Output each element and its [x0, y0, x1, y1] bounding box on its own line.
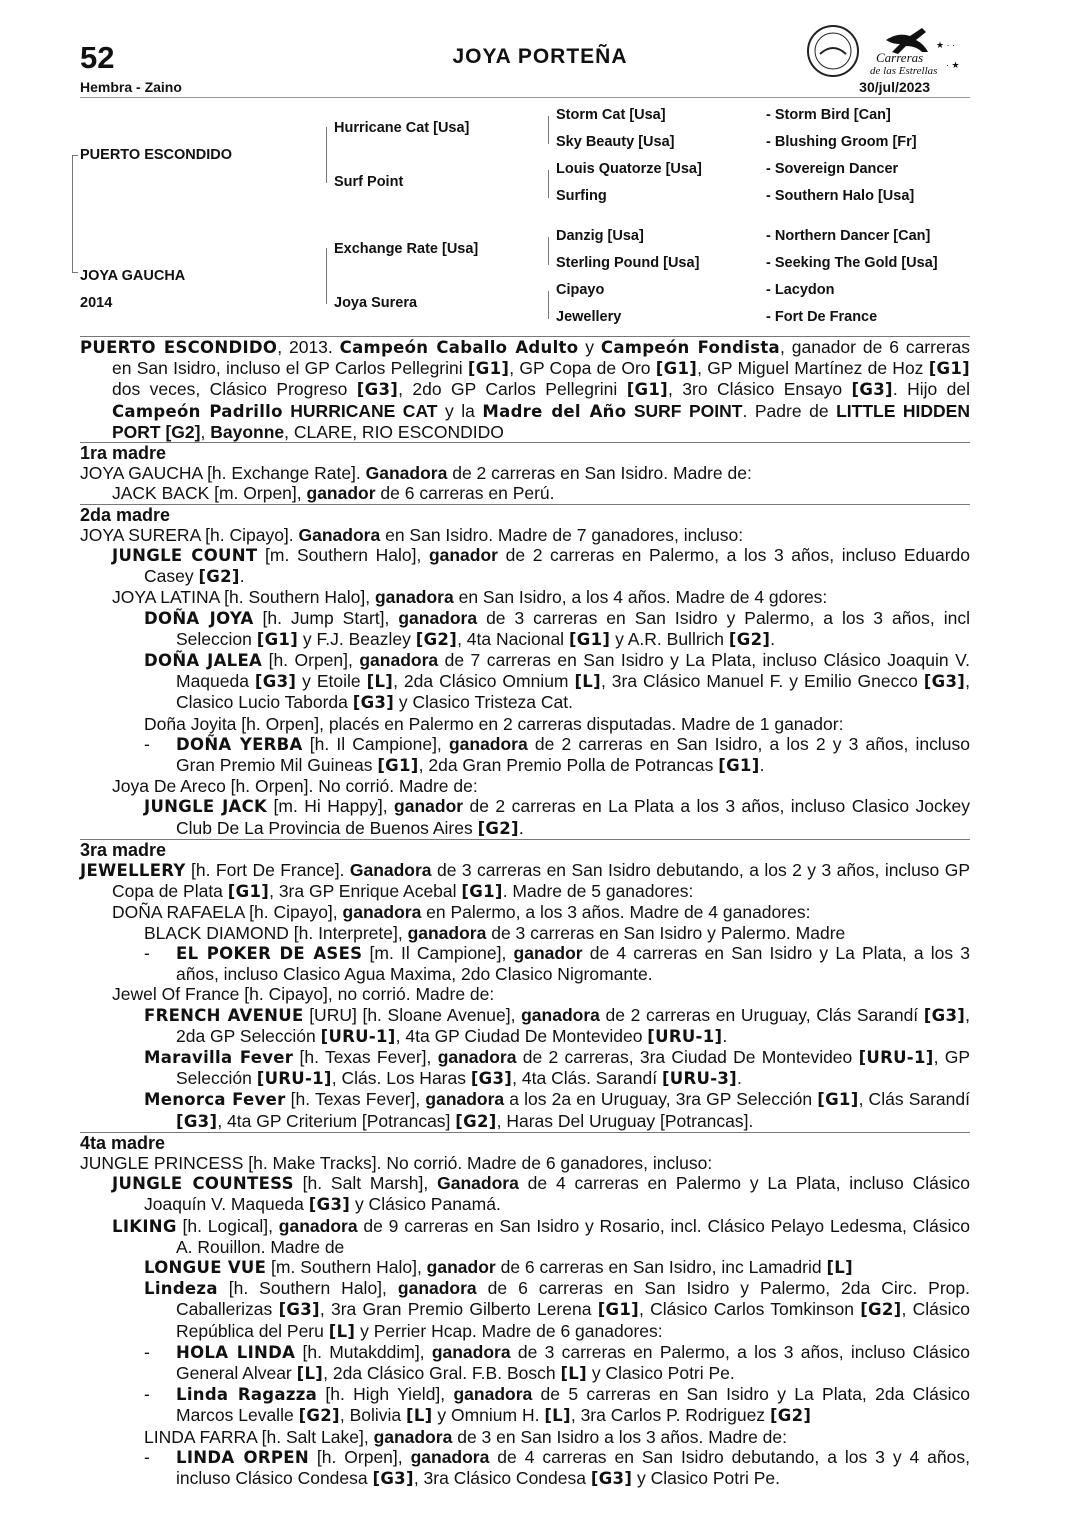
produce-entry: JOYA LATINA [h. Southern Halo], ganadora en San Isidro, a los 4 años. Madre de 4 gdores:: [112, 587, 828, 608]
dam-name: JOYA GAUCHA: [80, 268, 186, 284]
produce-entry: - Linda Ragazza [h. High Yield], ganadora de 5 carreras en San Isidro y La Plata, 2da Clásico Marcos Levalle [G2], Bolivia [L] y Omnium H. [L], 3ra Carlos P. Rodriguez [G2]: [144, 1384, 970, 1426]
produce-entry: Joya De Areco [h. Orpen]. No corrió. Madre de:: [112, 776, 478, 797]
produce-entry: JACK BACK [m. Orpen], ganador de 6 carreras en Perú.: [112, 483, 555, 504]
section-heading-3ra-madre: 3ra madre: [80, 839, 970, 860]
g3-3: Louis Quatorze [Usa]: [556, 161, 702, 177]
sire-description: PUERTO ESCONDIDO, 2013. Campeón Caballo Adulto y Campeón Fondista, ganador de 6 carreras en San Isidro, incluso el GP Carlos Pellegrini [G1], GP Copa de Oro [G1], GP Miguel Martínez de Hoz [G1] dos veces, Clásico Progreso [G3], 2do GP Carlos Pellegrini [G1], 3ro Clásico Ensayo [G3]. Hijo del Campeón Padrillo HURRICANE CAT y la Madre del Año SURF POINT. Padre de LITTLE HIDDEN PORT [G2], Bayonne, CLARE, RIO ESCONDIDO: [80, 337, 971, 442]
produce-entry: DOÑA JOYA [h. Jump Start], ganadora de 3 carreras en San Isidro y Palermo, a los 3 años, incl Seleccion [G1] y F.J. Beazley [G2], 4ta Nacional [G1] y A.R. Bullrich [G2].: [144, 607, 970, 649]
g4-3: - Sovereign Dancer: [766, 161, 899, 177]
g4-1: - Storm Bird [Can]: [766, 107, 891, 123]
g4-7: - Lacydon: [766, 282, 835, 298]
produce-entry: Jewel Of France [h. Cipayo], no corrió. Madre de:: [112, 984, 495, 1005]
dam-entry: JOYA GAUCHA [h. Exchange Rate]. Ganadora de 2 carreras en San Isidro. Madre de:: [80, 463, 752, 484]
produce-entry: JUNGLE COUNTESS [h. Salt Marsh], Ganadora de 4 carreras en Palermo y La Plata, incluso Clásico Joaquín V. Maqueda [G3] y Clásico Panamá.: [112, 1173, 970, 1215]
produce-entry: Lindeza [h. Southern Halo], ganadora de 6 carreras en San Isidro y Palermo, 2da Circ. Prop. Caballerizas [G3], 3ra Gran Premio Gilberto Lerena [G1], Clásico Carlos Tomkinson [G2], Clásico República del Peru [L] y Perrier Hcap. Madre de 6 ganadores:: [144, 1278, 971, 1341]
g3-8: Jewellery: [556, 309, 622, 325]
dam-sire: Exchange Rate [Usa]: [334, 241, 479, 257]
dam-entry: JEWELLERY [h. Fort De France]. Ganadora de 3 carreras en San Isidro debutando, a los 2 y 3 años, incluso GP Copa de Plata [G1], 3ra GP Enrique Acebal [G1]. Madre de 5 ganadores:: [80, 860, 970, 902]
birth-year: 2014: [80, 295, 113, 311]
svg-text:★ · ·: ★ · ·: [936, 40, 956, 50]
pedigree-bracket: [548, 291, 549, 319]
pedigree-bracket: [326, 127, 327, 183]
g3-1: Storm Cat [Usa]: [556, 107, 666, 123]
g4-6: - Seeking The Gold [Usa]: [766, 255, 938, 271]
catalog-number: 52: [80, 40, 115, 75]
g3-5: Danzig [Usa]: [556, 228, 644, 244]
section-heading-1ra-madre: 1ra madre: [80, 442, 970, 463]
carreras-de-las-estrellas-logo: [806, 18, 976, 84]
pedigree-bracket: [72, 155, 73, 273]
catalog-body: [80, 336, 970, 1489]
produce-entry: JUNGLE JACK [m. Hi Happy], ganador de 2 carreras en La Plata a los 3 años, incluso Clasico Jockey Club De La Provincia de Buenos Aires [G2].: [144, 796, 970, 838]
produce-entry: DOÑA RAFAELA [h. Cipayo], ganadora en Palermo, a los 3 años. Madre de 4 ganadores:: [112, 902, 811, 923]
sire-dam: Surf Point: [334, 174, 404, 190]
sire-sire: Hurricane Cat [Usa]: [334, 120, 470, 136]
g3-2: Sky Beauty [Usa]: [556, 134, 675, 150]
g3-7: Cipayo: [556, 282, 605, 298]
pedigree-bracket: [548, 170, 549, 198]
pedigree-bracket: [548, 116, 549, 144]
dam-entry: JOYA SURERA [h. Cipayo]. Ganadora en San Isidro. Madre de 7 ganadores, incluso:: [80, 524, 744, 545]
sire-name: PUERTO ESCONDIDO: [80, 147, 233, 163]
pedigree-bracket: [548, 237, 549, 265]
produce-entry: Doña Joyita [h. Orpen], placés en Palermo en 2 carreras disputadas. Madre de 1 ganador:: [144, 713, 844, 734]
produce-entry: DOÑA JALEA [h. Orpen], ganadora de 7 carreras en San Isidro y La Plata, incluso Clásico Joaquin V. Maqueda [G3] y Etoile [L], 2da Clásico Omnium [L], 3ra Clásico Manuel F. y Emilio Gnecco [G3], Clasico Lucio Taborda [G3] y Clasico Tristeza Cat.: [144, 650, 971, 713]
g4-2: - Blushing Groom [Fr]: [766, 134, 917, 150]
pedigree-tick: [72, 155, 78, 156]
produce-entry: Maravilla Fever [h. Texas Fever], ganadora de 2 carreras, 3ra Ciudad De Montevideo [URU-1], GP Selección [URU-1], Clás. Los Haras [G3], 4ta Clás. Sarandí [URU-3].: [144, 1046, 971, 1089]
produce-entry: - LINDA ORPEN [h. Orpen], ganadora de 4 carreras en San Isidro debutando, a los 3 y 4 años, incluso Clásico Condesa [G3], 3ra Clásico Condesa [G3] y Clasico Potri Pe.: [144, 1446, 970, 1488]
produce-entry: FRENCH AVENUE [URU] [h. Sloane Avenue], ganadora de 2 carreras en Uruguay, Clás Sarandí [G3], 2da GP Selección [URU-1], 4ta GP Ciudad De Montevideo [URU-1].: [144, 1004, 970, 1046]
pedigree-bracket: [326, 248, 327, 304]
g3-6: Sterling Pound [Usa]: [556, 255, 700, 271]
sex-color: Hembra - Zaino: [80, 79, 182, 95]
section-heading-2da-madre: 2da madre: [80, 504, 970, 525]
produce-entry: JUNGLE COUNT [m. Southern Halo], ganador de 2 carreras en Palermo, a los 3 años, incluso Eduardo Casey [G2].: [112, 545, 970, 587]
svg-text:Carreras: Carreras: [876, 50, 924, 65]
g3-4: Surfing: [556, 188, 607, 204]
pedigree-tick: [72, 272, 78, 273]
header-divider: [80, 97, 970, 98]
produce-entry: LINDA FARRA [h. Salt Lake], ganadora de 3 en San Isidro a los 3 años. Madre de:: [144, 1426, 787, 1447]
section-heading-4ta-madre: 4ta madre: [80, 1132, 970, 1153]
produce-entry: - DOÑA YERBA [h. Il Campione], ganadora de 2 carreras en San Isidro, a los 2 y 3 años, incluso Gran Premio Mil Guineas [G1], 2da Gran Premio Polla de Potrancas [G1].: [144, 733, 970, 776]
produce-entry: Menorca Fever [h. Texas Fever], ganadora a los 2a en Uruguay, 3ra GP Selección [G1], Clás Sarandí [G3], 4ta GP Criterium [Potrancas] [G2], Haras Del Uruguay [Potrancas].: [144, 1089, 970, 1131]
g4-4: - Southern Halo [Usa]: [766, 188, 915, 204]
svg-text:· ★: · ★: [946, 60, 960, 70]
produce-entry: LIKING [h. Logical], ganadora de 9 carreras en San Isidro y Rosario, incl. Clásico Pelayo Ledesma, Clásico A. Rouillon. Madre de: [112, 1215, 970, 1257]
g4-8: - Fort De France: [766, 309, 878, 325]
dam-entry: JUNGLE PRINCESS [h. Make Tracks]. No corrió. Madre de 6 ganadores, incluso:: [80, 1152, 713, 1173]
sale-date: 30/jul/2023: [859, 79, 930, 95]
produce-entry: - EL POKER DE ASES [m. Il Campione], ganador de 4 carreras en San Isidro y La Plata, a los 3 años, incluso Clasico Agua Maxima, 2do Clasico Nigromante.: [144, 942, 971, 985]
dam-dam: Joya Surera: [334, 295, 418, 311]
g4-5: - Northern Dancer [Can]: [766, 228, 931, 244]
produce-entry: LONGUE VUE [m. Southern Halo], ganador de 6 carreras en San Isidro, inc Lamadrid [L]: [144, 1256, 853, 1277]
horse-name: JOYA PORTEÑA: [452, 45, 628, 68]
produce-entry: BLACK DIAMOND [h. Interprete], ganadora de 3 carreras en San Isidro y Palermo. Madre: [144, 922, 846, 943]
produce-entry: - HOLA LINDA [h. Mutakddim], ganadora de 3 carreras en Palermo, a los 3 años, incluso Clásico General Alvear [L], 2da Clásico Gral. F.B. Bosch [L] y Clasico Potri Pe.: [144, 1341, 970, 1383]
svg-text:de las Estrellas: de las Estrellas: [870, 65, 938, 77]
